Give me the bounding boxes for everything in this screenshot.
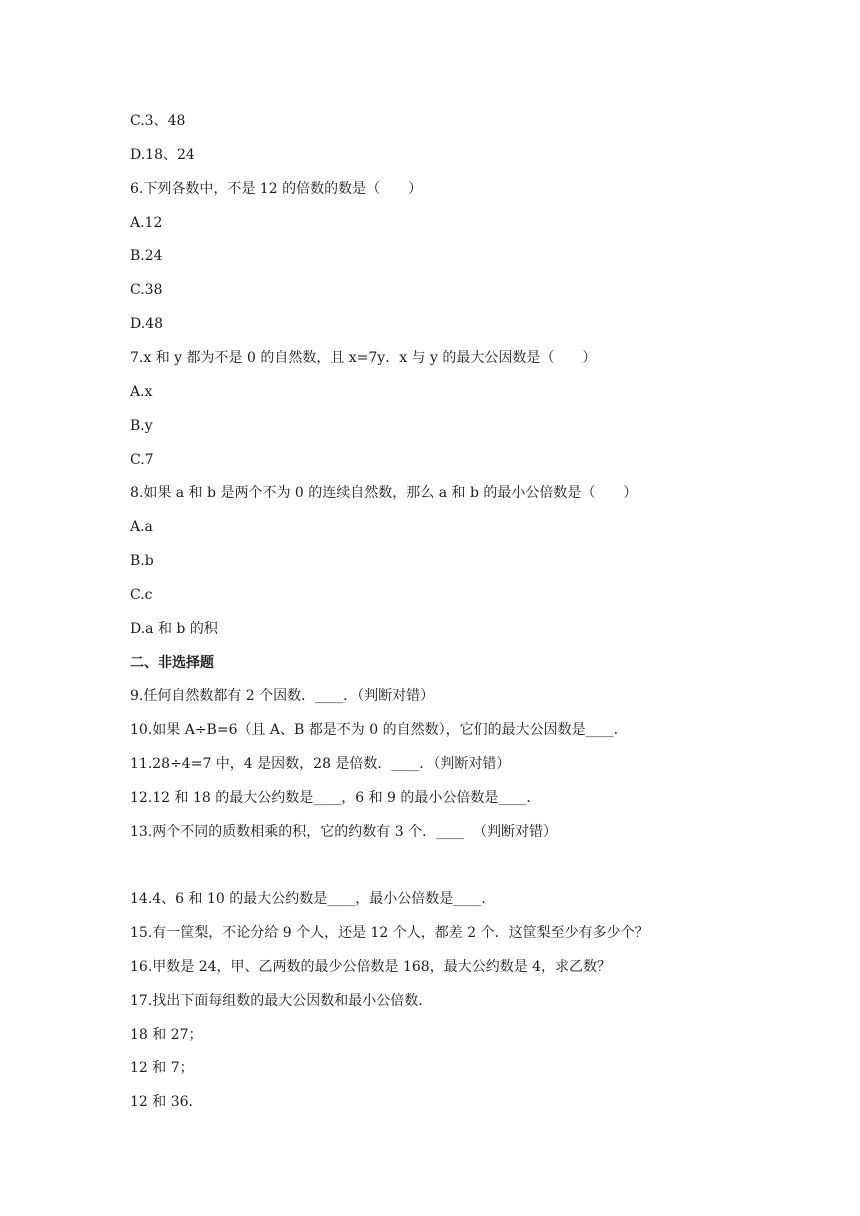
- question-6: 6.下列各数中，不是 12 的倍数的数是（ ）: [130, 181, 423, 197]
- option-5c: C.3、48: [130, 113, 186, 129]
- option-6b: B.24: [130, 248, 163, 264]
- question-15: 15.有一筐梨，不论分给 9 个人，还是 12 个人，都差 2 个．这筐梨至少有多少个？: [130, 925, 649, 941]
- option-6c: C.38: [130, 282, 163, 298]
- question-12: 12.12 和 18 的最大公约数是____，6 和 9 的最小公倍数是____．: [130, 790, 541, 806]
- question-11: 11.28÷4=7 中，4 是因数，28 是倍数．____．（判断对错）: [130, 756, 511, 772]
- option-7a: A.x: [130, 384, 153, 400]
- question-13: 13.两个不同的质数相乘的积，它的约数有 3 个．____ （判断对错）: [130, 824, 557, 840]
- question-10: 10.如果 A÷B=6（且 A、B 都是不为 0 的自然数），它们的最大公因数是____．: [130, 722, 628, 738]
- option-8b: B.b: [130, 553, 154, 569]
- question-7: 7.x 和 y 都为不是 0 的自然数，且 x=7y．x 与 y 的最大公因数是（ ）: [130, 350, 597, 366]
- question-17-item-3: 12 和 36．: [130, 1094, 203, 1110]
- question-8: 8.如果 a 和 b 是两个不为 0 的连续自然数，那么 a 和 b 的最小公倍数是（ ）: [130, 485, 638, 501]
- question-17-item-2: 12 和 7；: [130, 1060, 194, 1076]
- option-8a: A.a: [130, 519, 153, 535]
- option-6a: A.12: [130, 215, 163, 231]
- question-16: 16.甲数是 24，甲、乙两数的最少公倍数是 168，最大公约数是 4，求乙数？: [130, 959, 612, 975]
- option-5d: D.18、24: [130, 147, 195, 163]
- question-14: 14.4、6 和 10 的最大公约数是____，最小公倍数是____．: [130, 891, 496, 907]
- option-8d: D.a 和 b 的积: [130, 621, 218, 637]
- option-8c: C.c: [130, 587, 153, 603]
- option-7b: B.y: [130, 418, 153, 434]
- question-17: 17.找出下面每组数的最大公因数和最小公倍数．: [130, 993, 433, 1009]
- option-6d: D.48: [130, 316, 163, 332]
- question-9: 9.任何自然数都有 2 个因数．____．（判断对错）: [130, 688, 435, 704]
- option-7c: C.7: [130, 452, 154, 468]
- section-heading: 二、非选择题: [130, 655, 214, 671]
- question-17-item-1: 18 和 27；: [130, 1027, 203, 1043]
